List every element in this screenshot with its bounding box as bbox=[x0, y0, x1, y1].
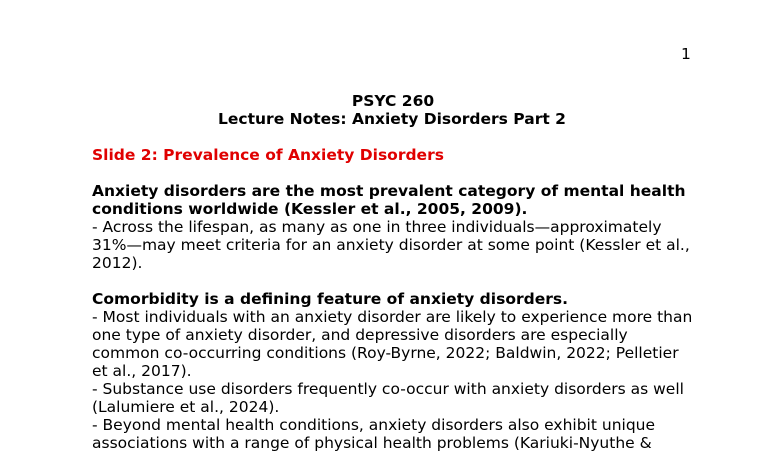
paragraph-spacer bbox=[92, 272, 697, 290]
section-heading-line: Anxiety disorders are the most prevalent category of mental health bbox=[92, 182, 686, 200]
body-line: common co-occurring conditions (Roy-Byrne, 2022; Baldwin, 2022; Pelletier bbox=[92, 344, 679, 362]
section-prevalence bbox=[92, 182, 697, 272]
body-line: associations with a range of physical health problems (Kariuki-Nyuthe & bbox=[92, 434, 652, 452]
body-line: (Lalumiere et al., 2024). bbox=[92, 398, 280, 416]
body-line: et al., 2017). bbox=[92, 362, 192, 380]
document-body bbox=[92, 146, 697, 452]
body-line: 31%—may meet criteria for an anxiety disorder at some point (Kessler et al., bbox=[92, 236, 690, 254]
section-comorbidity bbox=[92, 290, 697, 452]
body-line: one type of anxiety disorder, and depressive disorders are especially bbox=[92, 326, 628, 344]
page-number: 1 bbox=[681, 45, 691, 63]
body-line: - Across the lifespan, as many as one in three individuals—approximately bbox=[92, 218, 662, 236]
slide-heading: Slide 2: Prevalence of Anxiety Disorders bbox=[92, 146, 444, 164]
body-line: - Most individuals with an anxiety disorder are likely to experience more than bbox=[92, 308, 693, 326]
title-block bbox=[0, 92, 784, 128]
section-heading-line: Comorbidity is a defining feature of anxiety disorders. bbox=[92, 290, 568, 308]
course-title: PSYC 260 bbox=[351, 92, 435, 110]
paragraph-spacer bbox=[92, 164, 697, 182]
section-heading-line: conditions worldwide (Kessler et al., 2005, 2009). bbox=[92, 200, 528, 218]
lecture-subtitle: Lecture Notes: Anxiety Disorders Part 2 bbox=[218, 110, 566, 128]
body-line: - Substance use disorders frequently co-occur with anxiety disorders as well bbox=[92, 380, 684, 398]
body-line: - Beyond mental health conditions, anxiety disorders also exhibit unique bbox=[92, 416, 656, 434]
body-line: 2012). bbox=[92, 254, 143, 272]
